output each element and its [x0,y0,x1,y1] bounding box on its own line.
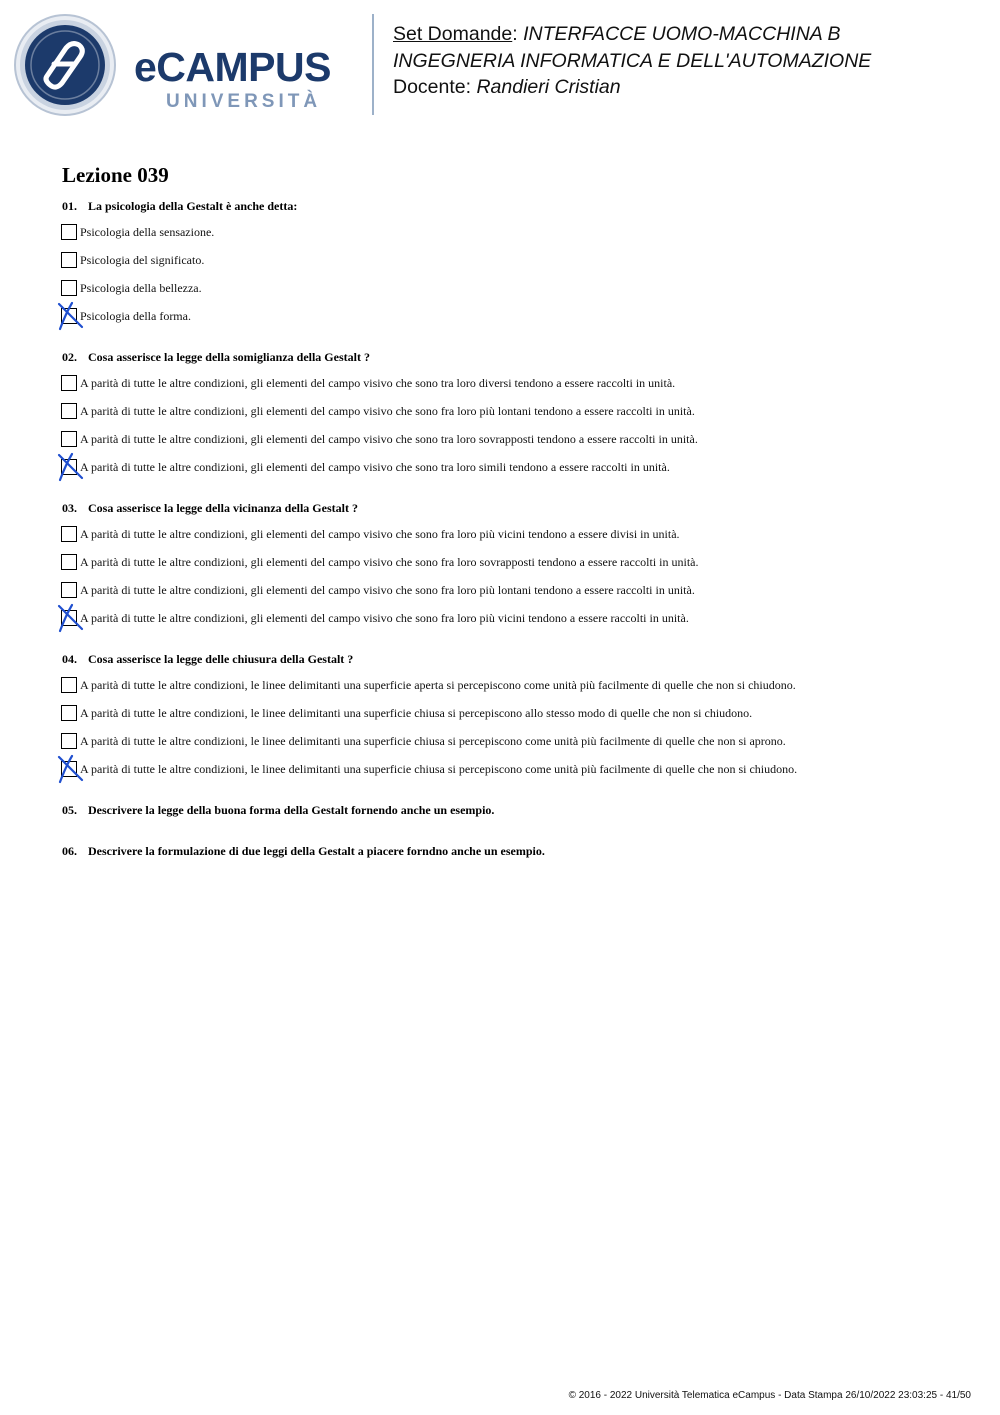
answer-text: A parità di tutte le altre condizioni, gli elementi del campo visivo che sono fra loro più vicini tendono a essere raccolti in unità. [80,611,689,625]
answer-checkbox[interactable] [61,733,77,749]
answer-checkbox[interactable] [61,705,77,721]
answer-checkbox[interactable] [61,677,77,693]
question-number: 02. [62,350,77,364]
answer-text: A parità di tutte le altre condizioni, le linee delimitanti una superficie chiusa si percepiscono allo stesso modo di quelle che non si chiudono. [80,706,753,720]
answer-checkbox[interactable] [61,431,77,447]
question-number: 06. [62,844,77,858]
degree-name: INGEGNERIA INFORMATICA E DELL'AUTOMAZIONE [393,49,872,72]
question-title [62,651,353,667]
course-line [393,21,871,48]
question-title [62,500,358,516]
answer-text: A parità di tutte le altre condizioni, le linee delimitanti una superficie chiusa si percepiscono come unità più facilmente di quelle che non si chiudono. [80,762,798,776]
question-number: 05. [62,803,77,817]
page-footer: © 2016 - 2022 Università Telematica eCampus - Data Stampa 26/10/2022 23:03:25 - 41/50 [568,1390,971,1401]
question-title [62,198,297,214]
page-header [0,0,1000,130]
answer-checkbox[interactable] [61,280,77,296]
answer-text: Psicologia della bellezza. [80,281,202,295]
ecampus-logo [14,14,359,118]
answer-text: A parità di tutte le altre condizioni, gli elementi del campo visivo che sono tra loro diversi tendono a essere raccolti in unità. [80,376,676,390]
answer-checkbox[interactable] [61,403,77,419]
teacher-label: Docente: [393,76,477,98]
answer-text: A parità di tutte le altre condizioni, gli elementi del campo visivo che sono tra loro sovrapposti tendono a essere raccolti in unità. [80,432,698,446]
question-text: La psicologia della Gestalt è anche detta: [88,199,298,213]
header-info [393,21,871,101]
answer-text: A parità di tutte le altre condizioni, gli elementi del campo visivo che sono fra loro sovrapposti tendono a essere raccolti in unità. [80,555,699,569]
question-title [62,802,494,818]
answer-checkbox[interactable] [61,526,77,542]
question-title [62,843,545,859]
answer-checkbox[interactable] [61,252,77,268]
question-text: Cosa asserisce la legge della vicinanza della Gestalt ? [88,501,358,515]
teacher-name: Randieri Cristian [476,76,621,98]
question-number: 03. [62,501,77,515]
teacher-line [393,74,871,101]
set-separator: : [512,23,524,45]
answer-text: A parità di tutte le altre condizioni, gli elementi del campo visivo che sono fra loro più lontani tendono a essere raccolti in unità. [80,583,695,597]
header-divider [372,14,374,115]
answer-checkbox[interactable] [61,582,77,598]
logo-sub-text: UNIVERSITÀ [166,91,322,112]
answer-text: A parità di tutte le altre condizioni, le linee delimitanti una superficie aperta si percepiscono come unità più facilmente di quelle che non si chiudono. [80,678,796,692]
answer-checkbox[interactable] [61,554,77,570]
answer-text: Psicologia della forma. [80,309,191,323]
question-title [62,349,370,365]
answer-checkbox[interactable] [61,375,77,391]
question-text: Cosa asserisce la legge della somiglianza della Gestalt ? [88,350,370,364]
answer-text: A parità di tutte le altre condizioni, le linee delimitanti una superficie chiusa si percepiscono come unità più facilmente di quelle che non si aprono. [80,734,786,748]
answer-text: Psicologia del significato. [80,253,205,267]
question-text: Descrivere la formulazione di due leggi della Gestalt a piacere forndno anche un esempio. [88,844,545,858]
answer-checkbox[interactable] [61,224,77,240]
question-text: Cosa asserisce la legge delle chiusura della Gestalt ? [88,652,354,666]
answer-text: Psicologia della sensazione. [80,225,215,239]
question-text: Descrivere la legge della buona forma della Gestalt fornendo anche un esempio. [88,803,495,817]
course-name: INTERFACCE UOMO-MACCHINA B [523,23,841,45]
question-number: 01. [62,199,77,213]
question-number: 04. [62,652,77,666]
answer-text: A parità di tutte le altre condizioni, gli elementi del campo visivo che sono fra loro più vicini tendono a essere divisi in unità. [80,527,680,541]
logo-brand-text: eCAMPUS [134,44,331,90]
answer-text: A parità di tutte le altre condizioni, gli elementi del campo visivo che sono fra loro più lontani tendono a essere raccolti in unità. [80,404,695,418]
lesson-title: Lezione 039 [62,163,169,187]
answer-text: A parità di tutte le altre condizioni, gli elementi del campo visivo che sono tra loro simili tendono a essere raccolti in unità. [80,460,670,474]
set-label: Set Domande [393,23,513,45]
